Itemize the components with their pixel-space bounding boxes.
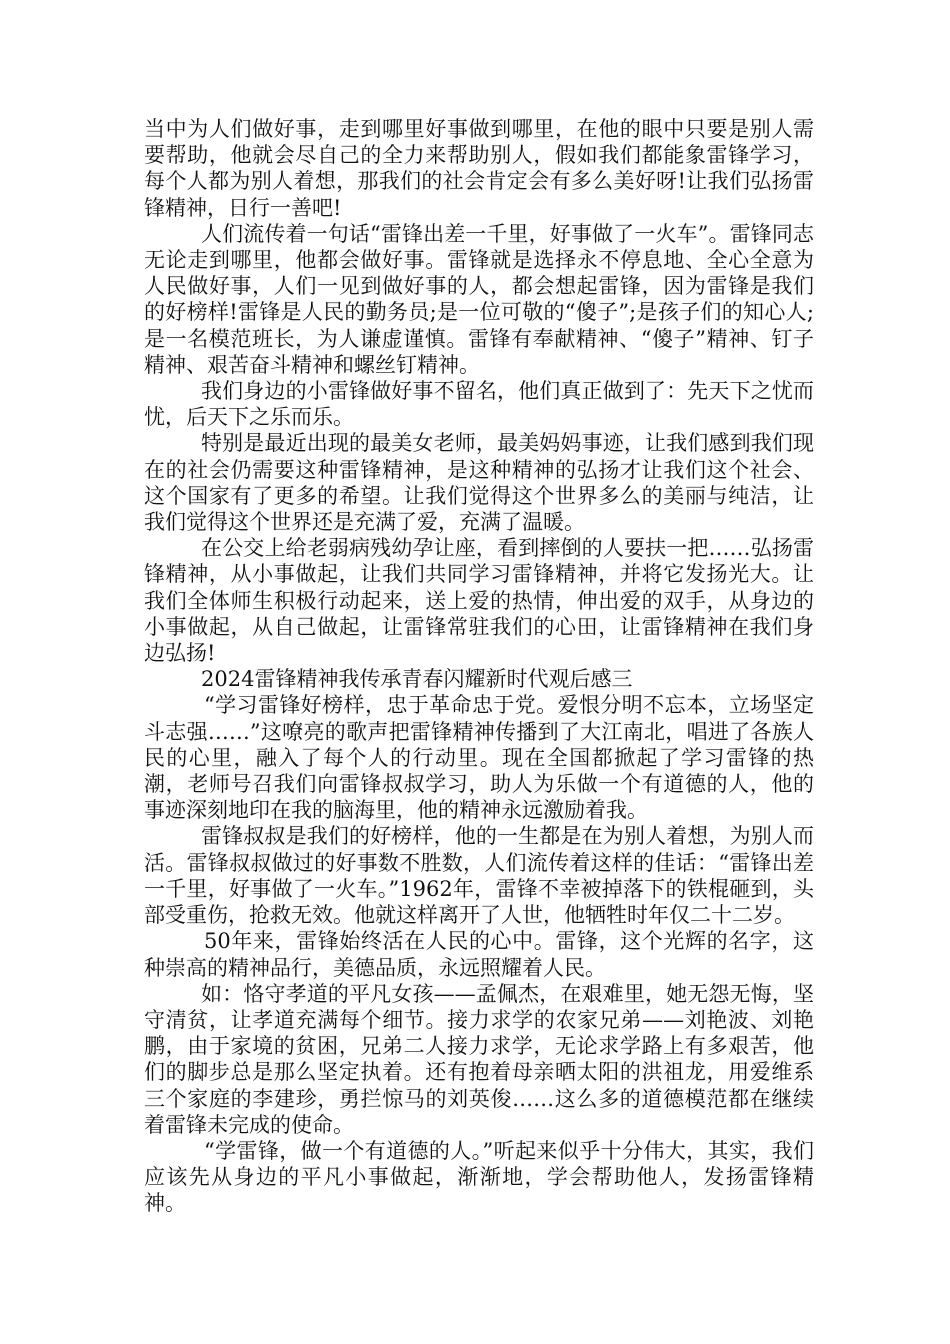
document-page	[144, 116, 814, 1217]
paragraph-legend-saying: 人们流传着一句话“雷锋出差一千里，好事做了一火车”。雷锋同志无论走到哪里，他都会做好事。雷锋就是选择永不停息地、全心全意为人民做好事，人们一见到做好事的人，都会想起雷锋，因为雷锋是我们的好榜样!雷锋是人民的勤务员;是一位可敬的“傻子”;是孩子们的知心人;是一名模范班长，为人谦虚谨慎。雷锋有奉献精神、“傻子”精神、钉子精神、艰苦奋斗精神和螺丝钉精神。	[144, 221, 814, 377]
paragraph-little-leifeng: 我们身边的小雷锋做好事不留名，他们真正做到了：先天下之忧而忧，后天下之乐而乐。	[144, 379, 814, 430]
paragraph-examples: 如：恪守孝道的平凡女孩——孟佩杰，在艰难里，她无怨无悔，坚守清贫，让孝道充满每个细节。接力求学的农家兄弟——刘艳波、刘艳鹏，由于家境的贫困，兄弟二人接力求学，无论求学路上有多艰苦，他们的脚步总是那么坚定执着。还有抱着母亲晒太阳的洪祖龙，用爱维系三个家庭的李建珍，勇拦惊马的刘英俊……这么多的道德模范都在继续着雷锋未完成的使命。	[144, 981, 814, 1137]
paragraph-conclusion: “学雷锋，做一个有道德的人。”听起来似乎十分伟大，其实，我们应该先从身边的平凡小事做起，渐渐地，学会帮助他人，发扬雷锋精神。	[144, 1138, 814, 1216]
paragraph-role-models: 特别是最近出现的最美女老师，最美妈妈事迹，让我们感到我们现在的社会仍需要这种雷锋精神，是这种精神的弘扬才让我们这个社会、这个国家有了更多的希望。让我们觉得这个世界多么的美丽与纯洁，让我们觉得这个世界还是充满了爱，充满了温暖。	[144, 431, 814, 535]
section-heading: 2024雷锋精神我传承青春闪耀新时代观后感三	[201, 667, 633, 692]
paragraph-fifty-years: 50年来，雷锋始终活在人民的心中。雷锋，这个光辉的名字，这种崇高的精神品行，美德品质，永远照耀着人民。	[144, 929, 814, 980]
paragraph-continuation: 当中为人们做好事，走到哪里好事做到哪里，在他的眼中只要是别人需要帮助，他就会尽自己的全力来帮助别人，假如我们都能象雷锋学习，每个人都为别人着想，那我们的社会肯定会有多么美好呀!让我们弘扬雷锋精神，日行一善吧!	[144, 117, 814, 220]
paragraph-song: “学习雷锋好榜样，忠于革命忠于党。爱恨分明不忘本，立场坚定斗志强……”这嘹亮的歌声把雷锋精神传播到了大江南北，唱进了各族人民的心里，融入了每个人的行动里。现在全国都掀起了学习雷锋的热潮，老师号召我们向雷锋叔叔学习，助人为乐做一个有道德的人，他的事迹深刻地印在我的脑海里，他的精神永远激励着我。	[144, 693, 814, 823]
paragraph-call-to-action: 在公交上给老弱病残幼孕让座，看到摔倒的人要扶一把……弘扬雷锋精神，从小事做起，让我们共同学习雷锋精神，并将它发扬光大。让我们全体师生积极行动起来，送上爱的热情，伸出爱的双手，从身边的小事做起，从自己做起，让雷锋常驻我们的心田，让雷锋精神在我们身边弘扬!	[144, 536, 814, 666]
paragraph-uncle-leifeng: 雷锋叔叔是我们的好榜样，他的一生都是在为别人着想，为别人而活。雷锋叔叔做过的好事数不胜数，人们流传着这样的佳话：“雷锋出差一千里，好事做了一火车。”1962年，雷锋不幸被掉落下的铁棍砸到，头部受重伤，抢救无效。他就这样离开了人世，他牺牲时年仅二十二岁。	[144, 824, 814, 928]
